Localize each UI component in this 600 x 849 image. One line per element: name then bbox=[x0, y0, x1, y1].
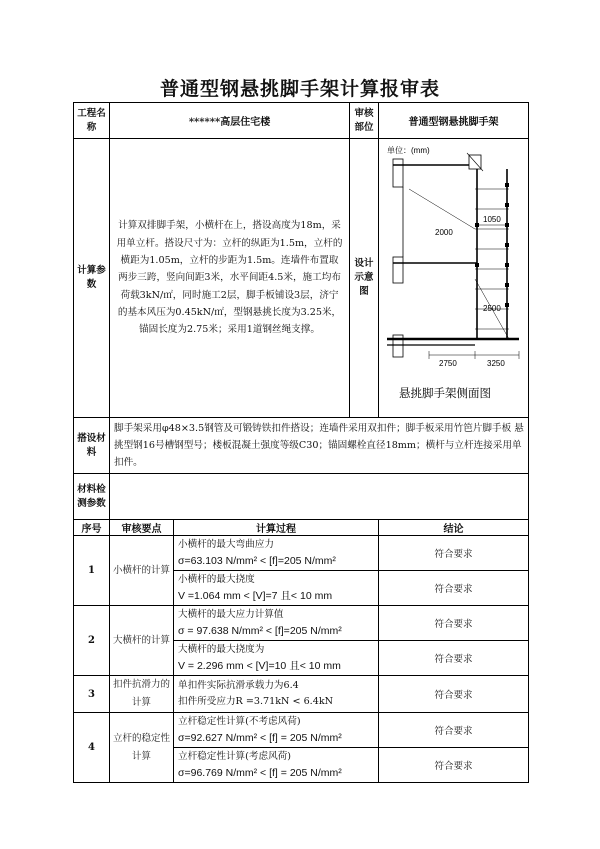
row-2-no: 2 bbox=[74, 606, 110, 676]
row-1a-result: 符合要求 bbox=[379, 536, 529, 571]
col-header-result: 结论 bbox=[379, 520, 529, 536]
review-part-label: 审核部位 bbox=[350, 103, 379, 139]
wall-upper bbox=[393, 159, 403, 187]
diagram-caption: 悬挑脚手架侧面图 bbox=[399, 388, 492, 400]
row-3-no: 3 bbox=[74, 676, 110, 713]
dim-leader-2000 bbox=[409, 189, 475, 229]
row-1a-desc: 小横杆的最大弯曲应力 bbox=[178, 539, 274, 550]
material-text: 脚手架采用φ48×3.5钢管及可锻铸铁扣件搭设；连墙件采用双扣件；脚手板采用竹笆片脚手板 悬挑型钢16号槽钢型号；楼板混凝土强度等级C30；锚固螺栓直径18mm；横杆与立杆连接采用单扣件。 bbox=[110, 418, 529, 474]
row-2b-calc bbox=[174, 641, 379, 676]
review-part-value: 普通型钢悬挑脚手架 bbox=[379, 103, 529, 139]
row-4b-desc: 立杆稳定性计算(考虑风荷) bbox=[178, 751, 292, 762]
row-3-result: 符合要求 bbox=[379, 676, 529, 713]
diagram-label: 设计示意图 bbox=[350, 139, 379, 418]
row-4-point: 立杆的稳定性计算 bbox=[110, 713, 174, 783]
row-1b-formula: V =1.064 mm < [V]=7 且< 10 mm bbox=[178, 590, 333, 602]
row-2b-formula: V = 2.296 mm < [V]=10 且< 10 mm bbox=[178, 660, 341, 672]
diagram-cell bbox=[379, 139, 529, 418]
row-2a-formula: σ = 97.638 N/mm² < [f]=205 N/mm² bbox=[178, 625, 342, 637]
scaffold-diagram bbox=[379, 139, 529, 414]
col-header-point: 审核要点 bbox=[110, 520, 174, 536]
dim-2000: 2000 bbox=[435, 228, 453, 237]
row-2a-calc bbox=[174, 606, 379, 641]
row-3-point: 扣件抗滑力的计算 bbox=[110, 676, 174, 713]
testing-value bbox=[110, 474, 529, 520]
row-2a-result: 符合要求 bbox=[379, 606, 529, 641]
row-4a-desc: 立杆稳定性计算(不考虑风荷) bbox=[178, 716, 301, 727]
project-name-label: 工程名称 bbox=[74, 103, 110, 139]
row-3-calc bbox=[174, 676, 379, 713]
col-header-process: 计算过程 bbox=[174, 520, 379, 536]
row-4b-result: 符合要求 bbox=[379, 748, 529, 783]
row-1a-calc bbox=[174, 536, 379, 571]
row-3-desc: 单扣件实际抗滑承载力为6.4 bbox=[178, 680, 299, 691]
testing-label: 材料检测参数 bbox=[74, 474, 110, 520]
row-3-formula: 扣件所受应力R =3.71kN < 6.4kN bbox=[178, 696, 334, 707]
review-table bbox=[73, 102, 529, 783]
page-title: 普通型钢悬挑脚手架计算报审表 bbox=[159, 78, 440, 100]
dim-2500: 2500 bbox=[483, 304, 501, 313]
row-2-point: 大横杆的计算 bbox=[110, 606, 174, 676]
row-2b-result: 符合要求 bbox=[379, 641, 529, 676]
col-header-no: 序号 bbox=[74, 520, 110, 536]
project-name-value: ******高层住宅楼 bbox=[110, 103, 350, 139]
dim-3250: 3250 bbox=[487, 359, 505, 368]
row-4a-calc bbox=[174, 713, 379, 748]
row-4b-calc bbox=[174, 748, 379, 783]
row-4a-formula: σ=92.627 N/mm² < [f] = 205 N/mm² bbox=[178, 732, 342, 744]
row-1-no: 1 bbox=[74, 536, 110, 606]
row-1-point: 小横杆的计算 bbox=[110, 536, 174, 606]
row-1b-calc bbox=[174, 571, 379, 606]
dim-2750: 2750 bbox=[439, 359, 457, 368]
wall-middle bbox=[393, 257, 403, 283]
calc-params-label: 计算参数 bbox=[74, 139, 110, 418]
row-4b-formula: σ=96.769 N/mm² < [f] = 205 N/mm² bbox=[178, 767, 342, 779]
unit-label: 单位：(mm) bbox=[387, 146, 430, 155]
row-4-no: 4 bbox=[74, 713, 110, 783]
row-1a-formula: σ=63.103 N/mm² < [f]=205 N/mm² bbox=[178, 555, 336, 567]
row-4a-result: 符合要求 bbox=[379, 713, 529, 748]
calc-params-text: 计算双排脚手架，小横杆在上，搭设高度为18m，采用单立杆。搭设尺寸为：立杆的纵距为1.5m，立杆的横距为1.05m，立杆的步距为1.5m。连墙件布置取两步三跨，竖向间距3米，水平间距4.5米，施工均布荷载3kN/㎡，同时施工2层，脚手板铺设3层，济宁的基本风压为0.45kN/㎡，型钢悬挑长度为3.25米，锚固长度为2.75米；采用1道钢丝绳支撑。 bbox=[110, 139, 350, 418]
row-2a-desc: 大横杆的最大应力计算值 bbox=[178, 609, 284, 620]
row-2b-desc: 大横杆的最大挠度为 bbox=[178, 644, 265, 655]
material-label: 搭设材料 bbox=[74, 418, 110, 474]
row-1b-result: 符合要求 bbox=[379, 571, 529, 606]
row-1b-desc: 小横杆的最大挠度 bbox=[178, 574, 255, 585]
dim-1050: 1050 bbox=[483, 215, 501, 224]
